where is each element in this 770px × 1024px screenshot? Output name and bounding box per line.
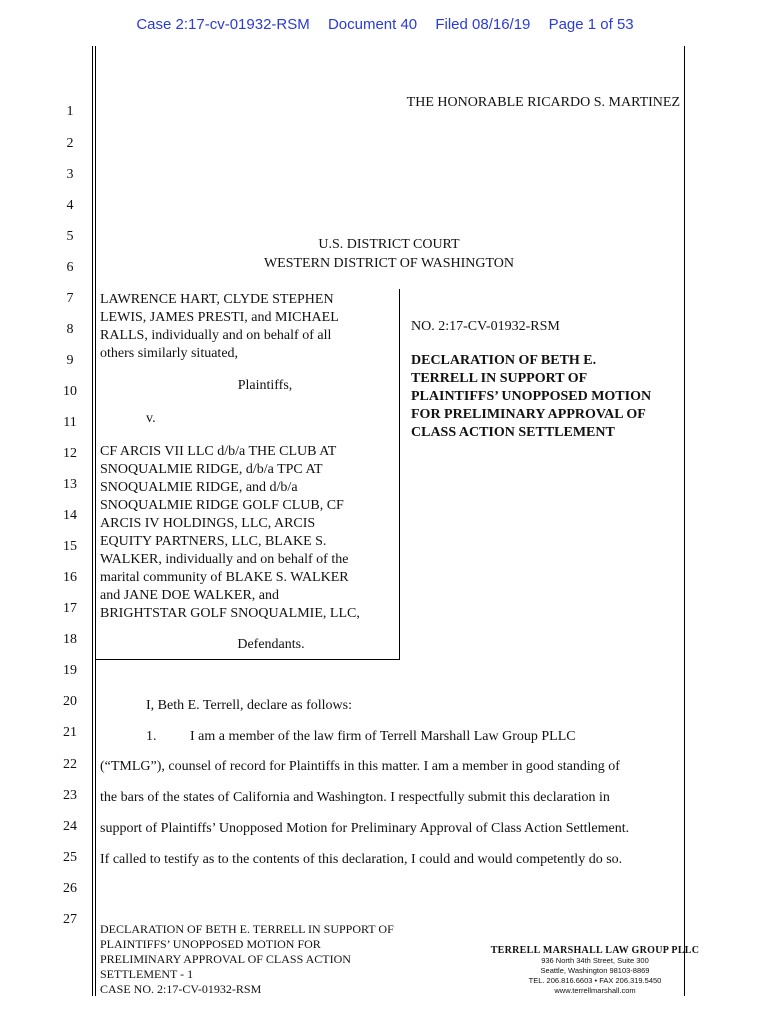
line-number: 23: [63, 788, 77, 803]
declaration-intro: I, Beth E. Terrell, declare as follows:: [146, 698, 352, 713]
paragraph-number: 1.: [146, 729, 157, 744]
court-name: [100, 235, 678, 273]
line-number: 19: [63, 663, 77, 678]
defendants-label: Defendants.: [237, 637, 305, 652]
case-number-header: Case 2:17-cv-01932-RSM: [136, 16, 310, 33]
defendants-line: and JANE DOE WALKER, and: [100, 588, 279, 603]
versus-label: v.: [146, 411, 156, 426]
firm-address-2: Seattle, Washington 98103-8869: [540, 966, 650, 975]
line-number: 3: [66, 167, 74, 182]
line-number: 6: [66, 260, 74, 275]
line-number: 17: [63, 601, 77, 616]
line-number: 22: [63, 757, 77, 772]
caption-bottom-rule: [96, 659, 400, 660]
filed-date-header: Filed 08/16/19: [435, 16, 531, 33]
paragraph-line: (“TMLG”), counsel of record for Plaintiffs in this matter. I am a member in good standing of: [100, 759, 620, 774]
line-number: 8: [66, 322, 74, 337]
document-title-line: DECLARATION OF BETH E.: [411, 353, 597, 368]
line-number: 13: [63, 477, 77, 492]
defendants-line: BRIGHTSTAR GOLF SNOQUALMIE, LLC,: [100, 606, 360, 621]
court-line-2: WESTERN DISTRICT OF WASHINGTON: [263, 256, 515, 271]
defendants-line: SNOQUALMIE RIDGE GOLF CLUB, CF: [100, 498, 344, 513]
paragraph-first-line: I am a member of the law firm of Terrell Marshall Law Group PLLC: [190, 729, 576, 744]
line-number: 12: [63, 446, 77, 461]
paragraph-line: If called to testify as to the contents of this declaration, I could and would competently do so.: [100, 852, 623, 867]
footer-line: DECLARATION OF BETH E. TERRELL IN SUPPORT OF: [100, 922, 394, 936]
line-number: 1: [66, 104, 74, 119]
document-title: [411, 352, 681, 442]
plaintiffs-line: LAWRENCE HART, CLYDE STEPHEN: [100, 292, 334, 307]
defendants-line: ARCIS IV HOLDINGS, LLC, ARCIS: [100, 516, 316, 531]
firm-address-1: 936 North 34th Street, Suite 300: [541, 956, 649, 965]
document-number-header: Document 40: [327, 16, 418, 33]
firm-phone: TEL. 206.816.6603 • FAX 206.319.5450: [528, 976, 662, 985]
footer-line: PLAINTIFFS’ UNOPPOSED MOTION FOR: [100, 937, 321, 951]
line-number: 20: [63, 694, 77, 709]
line-number: 11: [63, 415, 77, 430]
line-number: 16: [63, 570, 77, 585]
footer-line: PRELIMINARY APPROVAL OF CLASS ACTION: [100, 952, 351, 966]
case-number: NO. 2:17-CV-01932-RSM: [411, 319, 560, 334]
firm-block: [465, 946, 725, 996]
firm-name: TERRELL MARSHALL LAW GROUP PLLC: [490, 945, 700, 956]
line-number: 25: [63, 850, 77, 865]
defendants-line: SNOQUALMIE RIDGE, d/b/a TPC AT: [100, 462, 323, 477]
judge-name: THE HONORABLE RICARDO S. MARTINEZ: [406, 95, 680, 110]
page-count-header: Page 1 of 53: [548, 16, 634, 33]
footer-case-number: CASE NO. 2:17-CV-01932-RSM: [100, 982, 262, 996]
line-number: 9: [66, 353, 74, 368]
plaintiffs-line: RALLS, individually and on behalf of all: [100, 328, 332, 343]
line-number: 2: [66, 136, 74, 151]
paragraph-line: the bars of the states of California and Washington. I respectfully submit this declaration in: [100, 790, 610, 805]
paragraph-line: support of Plaintiffs’ Unopposed Motion for Preliminary Approval of Class Action Settlement.: [100, 821, 630, 836]
document-title-line: FOR PRELIMINARY APPROVAL OF: [411, 407, 646, 422]
defendants-block: [100, 443, 390, 623]
defendants-line: SNOQUALMIE RIDGE, and d/b/a: [100, 480, 298, 495]
plaintiffs-line: others similarly situated,: [100, 346, 239, 361]
footer-document-title: [100, 922, 394, 997]
line-number: 7: [66, 291, 74, 306]
left-margin-rule-outer: [92, 46, 93, 996]
document-title-line: PLAINTIFFS’ UNOPPOSED MOTION: [411, 389, 652, 404]
defendants-line: WALKER, individually and on behalf of the: [100, 552, 349, 567]
document-title-line: TERRELL IN SUPPORT OF: [411, 371, 588, 386]
filing-header: [0, 16, 770, 33]
defendants-line: marital community of BLAKE S. WALKER: [100, 570, 349, 585]
defendants-line: EQUITY PARTNERS, LLC, BLAKE S.: [100, 534, 327, 549]
line-number: 15: [63, 539, 77, 554]
line-number: 5: [66, 229, 74, 244]
line-number: 4: [66, 198, 74, 213]
line-number: 18: [63, 632, 77, 647]
caption-right-rule: [399, 289, 400, 660]
line-number: 26: [63, 881, 77, 896]
line-number: 24: [63, 819, 77, 834]
plaintiffs-line: LEWIS, JAMES PRESTI, and MICHAEL: [100, 310, 339, 325]
right-margin-rule: [684, 46, 685, 996]
line-number: 14: [63, 508, 77, 523]
plaintiffs-block: [100, 291, 390, 363]
defendants-line: CF ARCIS VII LLC d/b/a THE CLUB AT: [100, 444, 337, 459]
plaintiffs-label: Plaintiffs,: [237, 378, 293, 393]
firm-website: www.terrellmarshall.com: [554, 986, 636, 995]
line-number: 27: [63, 912, 77, 927]
document-title-line: CLASS ACTION SETTLEMENT: [411, 425, 615, 440]
line-number: 10: [63, 384, 77, 399]
footer-line: SETTLEMENT - 1: [100, 967, 194, 981]
court-line-1: U.S. DISTRICT COURT: [318, 237, 460, 252]
left-margin-rule-inner: [95, 46, 96, 996]
line-number: 21: [63, 725, 77, 740]
